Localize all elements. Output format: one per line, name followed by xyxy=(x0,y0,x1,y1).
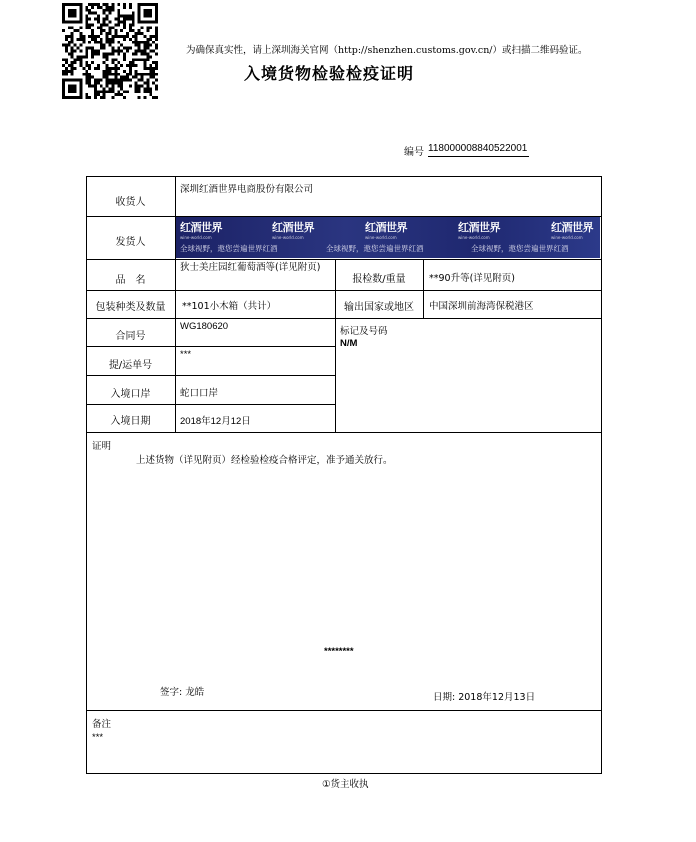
contract-label: 合同号 xyxy=(115,331,146,342)
certification-text: 上述货物（详见附页）经检验检疫合格评定，准予通关放行。 xyxy=(136,455,393,466)
banner-logo: 红酒世界 wine-world.com xyxy=(365,221,407,240)
banner-logo: 红酒世界 wine-world.com xyxy=(551,221,593,240)
marks-label: 标记及号码 xyxy=(340,326,388,337)
remarks-value: *** xyxy=(92,732,104,743)
port-label: 入境口岸 xyxy=(110,389,151,400)
cert-number-label: 编号 xyxy=(404,147,424,158)
contract-value: WG180620 xyxy=(180,321,229,332)
banner-logo: 红酒世界 wine-world.com xyxy=(180,221,222,240)
issue-date: 日期: 2018年12月13日 xyxy=(433,692,536,703)
signature: 签字: 龙皓 xyxy=(160,687,205,698)
remarks-label: 备注 xyxy=(92,719,112,730)
consignor-banner xyxy=(176,217,600,258)
origin-label: 输出国家或地区 xyxy=(344,302,414,313)
packing-label: 包装种类及数量 xyxy=(95,302,166,313)
packing-value: **101小木箱（共计） xyxy=(182,301,277,312)
port-value: 蛇口口岸 xyxy=(180,388,219,399)
copy-designation: ①货主收执 xyxy=(322,779,369,790)
verification-notice: 为确保真实性，请上深圳海关官网（http://shenzhen.customs.gov.cn/）或扫描二维码验证。 xyxy=(186,45,588,56)
consignor-label: 发货人 xyxy=(115,237,146,248)
goods-name-value: 狄士美庄园红葡萄酒等(详见附页) xyxy=(180,262,321,273)
bl-value: *** xyxy=(180,349,192,360)
banner-logo: 红酒世界 wine-world.com xyxy=(272,221,314,240)
cert-number: 118000008840522001 xyxy=(428,143,529,157)
goods-name-label: 品 名 xyxy=(115,275,146,286)
consignee-value: 深圳红酒世界电商股份有限公司 xyxy=(180,184,314,195)
stamp-placeholder: ******** xyxy=(324,646,354,657)
document-title: 入境货物检验检疫证明 xyxy=(244,64,415,83)
banner-slogan: 全球视野，遨您尝遍世界红酒 xyxy=(471,244,569,253)
qr-code xyxy=(62,3,158,99)
banner-logo: 红酒世界 wine-world.com xyxy=(458,221,500,240)
banner-slogan: 全球视野，遨您尝遍世界红酒 xyxy=(180,244,278,253)
entry-date-label: 入境日期 xyxy=(110,416,151,427)
banner-slogan: 全球视野，遨您尝遍世界红酒 xyxy=(326,244,424,253)
quantity-label: 报检数/重量 xyxy=(352,274,406,285)
marks-value: N/M xyxy=(340,338,358,349)
consignee-label: 收货人 xyxy=(115,197,146,208)
certification-label: 证明 xyxy=(92,441,112,452)
origin-value: 中国深圳前海湾保税港区 xyxy=(429,301,534,312)
quantity-value: **90升等(详见附页) xyxy=(429,273,516,284)
entry-date-value: 2018年12月12日 xyxy=(180,416,251,427)
bl-label: 提/运单号 xyxy=(108,360,153,371)
